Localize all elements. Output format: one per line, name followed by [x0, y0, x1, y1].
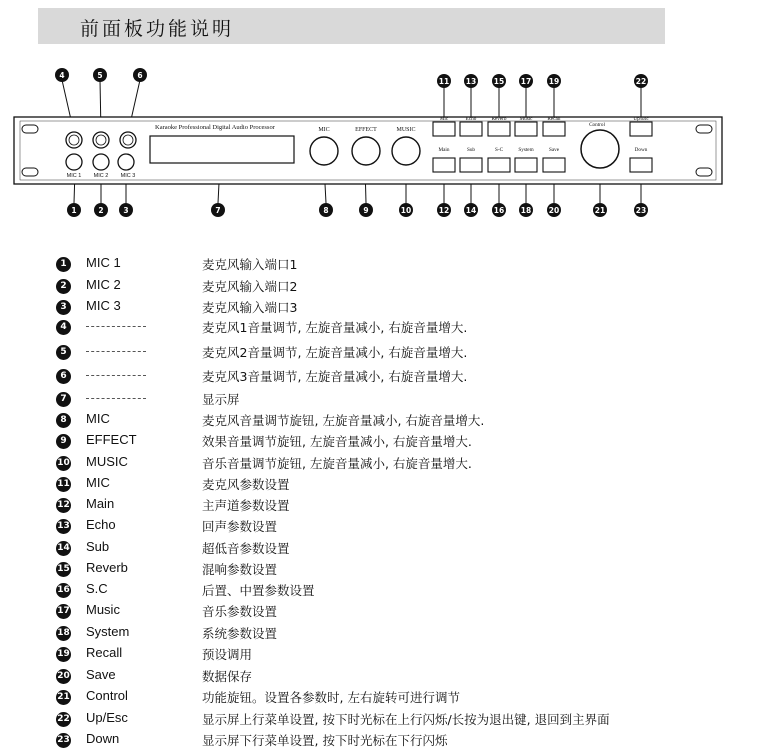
legend-number: 18	[56, 626, 71, 641]
legend-number: 5	[56, 345, 71, 360]
legend-number: 9	[56, 434, 71, 449]
legend-name: Recall	[86, 645, 123, 660]
svg-text:12: 12	[438, 206, 450, 215]
page-title: 前面板功能说明	[80, 18, 235, 40]
brand-label: Karaoke Professional Digital Audio Processor	[155, 124, 275, 131]
legend-row	[56, 389, 240, 409]
legend-number: 7	[56, 392, 71, 407]
sub-button[interactable]	[460, 158, 482, 172]
legend-number: 13	[56, 519, 71, 534]
svg-text:1: 1	[71, 206, 77, 215]
mic2-volume-knob[interactable]	[93, 132, 109, 148]
legend-description: 麦克风音量调节旋钮, 左旋音量减小, 右旋音量增大.	[202, 413, 485, 428]
legend-name: Echo	[86, 517, 116, 532]
legend-description: 麦克风2音量调节, 左旋音量减小, 右旋音量增大.	[202, 345, 468, 360]
mic1-label: MIC 1	[66, 173, 82, 179]
legend-name: MIC 1	[86, 255, 121, 270]
legend-name: Sub	[86, 539, 110, 554]
legend-description: 麦克风输入端口3	[202, 300, 298, 315]
svg-text:13: 13	[465, 77, 477, 86]
legend-number: 23	[56, 733, 71, 748]
legend-name: EFFECT	[86, 432, 137, 447]
legend-description: 显示屏上行菜单设置, 按下时光标在上行闪烁/长按为退出键, 退回到主界面	[202, 712, 610, 727]
legend-dash	[86, 375, 146, 376]
main-button[interactable]	[433, 158, 455, 172]
legend-number: 21	[56, 690, 71, 705]
svg-text:15: 15	[493, 77, 505, 86]
front-panel-diagram	[0, 60, 765, 230]
svg-text:7: 7	[215, 206, 221, 215]
legend-number: 12	[56, 498, 71, 513]
legend-description: 混响参数设置	[202, 562, 278, 577]
mic3-label: MIC 3	[120, 173, 136, 179]
legend-row	[56, 730, 448, 750]
legend-row	[56, 342, 468, 362]
svg-text:16: 16	[493, 206, 505, 215]
svg-text:4: 4	[59, 71, 65, 80]
legend-description: 麦克风参数设置	[202, 477, 290, 492]
music-button[interactable]	[515, 122, 537, 136]
legend-row	[56, 410, 485, 430]
legend-number: 15	[56, 562, 71, 577]
legend-name: Main	[86, 496, 115, 511]
legend-row	[56, 644, 253, 664]
legend-description: 麦克风输入端口1	[202, 257, 298, 272]
svg-text:6: 6	[137, 71, 143, 80]
legend-name: MIC 2	[86, 277, 121, 292]
legend-name: MIC	[86, 411, 110, 426]
legend-dash	[86, 398, 146, 399]
recall-button-label: Recall	[547, 116, 561, 122]
mic3-input-jack[interactable]	[118, 154, 134, 170]
legend-description: 显示屏下行菜单设置, 按下时光标在下行闪烁	[202, 733, 448, 748]
legend-number: 4	[56, 320, 71, 335]
legend-row	[56, 366, 468, 386]
legend-name: MIC 3	[86, 298, 121, 313]
svg-text:8: 8	[323, 206, 329, 215]
legend-description: 后置、中置参数设置	[202, 583, 315, 598]
music-knob-label: MUSIC	[396, 127, 416, 133]
svg-text:14: 14	[465, 206, 477, 215]
echo-button[interactable]	[460, 122, 482, 136]
control-knob[interactable]	[581, 130, 619, 168]
svg-text:9: 9	[363, 206, 369, 215]
legend-row	[56, 495, 290, 515]
mic3-volume-knob[interactable]	[120, 132, 136, 148]
mic-button-label: Mic	[439, 116, 449, 122]
legend-description: 主声道参数设置	[202, 498, 290, 513]
legend-row	[56, 254, 298, 274]
legend-number: 6	[56, 369, 71, 384]
legend-name: Save	[86, 667, 116, 682]
legend-row	[56, 580, 315, 600]
svg-text:18: 18	[520, 206, 532, 215]
svg-text:19: 19	[548, 77, 560, 86]
svg-text:20: 20	[548, 206, 560, 215]
legend-description: 超低音参数设置	[202, 541, 290, 556]
svg-text:11: 11	[438, 77, 450, 86]
legend-description: 显示屏	[202, 392, 240, 407]
save-button[interactable]	[543, 158, 565, 172]
svg-text:17: 17	[520, 77, 532, 86]
mic2-input-jack[interactable]	[93, 154, 109, 170]
legend-description: 音乐音量调节旋钮, 左旋音量减小, 右旋音量增大.	[202, 456, 472, 471]
svg-text:21: 21	[594, 206, 606, 215]
legend-description: 麦克风1音量调节, 左旋音量减小, 右旋音量增大.	[202, 320, 468, 335]
legend-name: Up/Esc	[86, 710, 128, 725]
legend-dash	[86, 351, 146, 352]
mic1-input-jack[interactable]	[66, 154, 82, 170]
svg-text:10: 10	[400, 206, 412, 215]
legend-name: Down	[86, 731, 120, 746]
legend-row	[56, 709, 610, 729]
legend-number: 19	[56, 647, 71, 662]
legend-number: 22	[56, 712, 71, 727]
legend-number: 17	[56, 604, 71, 619]
svg-text:5: 5	[97, 71, 103, 80]
legend-number: 2	[56, 279, 71, 294]
mic-knob-label: MIC	[318, 127, 330, 133]
legend-description: 功能旋钮。设置各参数时, 左右旋转可进行调节	[202, 690, 460, 705]
display-screen	[150, 136, 294, 163]
legend-description: 系统参数设置	[202, 626, 278, 641]
legend-row	[56, 297, 298, 317]
legend-description: 回声参数设置	[202, 519, 278, 534]
legend-row	[56, 559, 278, 579]
music-volume-knob[interactable]	[392, 137, 420, 165]
legend-description: 麦克风输入端口2	[202, 279, 298, 294]
mic1-volume-knob[interactable]	[66, 132, 82, 148]
sc-button-label: S-C	[494, 147, 504, 153]
legend-row	[56, 516, 278, 536]
sc-button[interactable]	[488, 158, 510, 172]
legend-number: 16	[56, 583, 71, 598]
system-button-label: System	[518, 147, 534, 153]
mic-volume-knob[interactable]	[310, 137, 338, 165]
svg-text:2: 2	[98, 206, 104, 215]
control-knob-label: Control	[589, 122, 605, 128]
music-button-label: Music	[519, 116, 533, 122]
legend-description: 音乐参数设置	[202, 604, 278, 619]
up-esc-label: Up/Esc	[633, 116, 649, 122]
legend-row	[56, 474, 290, 494]
legend-description: 预设调用	[202, 647, 253, 662]
recall-button[interactable]	[543, 122, 565, 136]
reverb-button-label: Reverb	[491, 116, 507, 122]
legend-row	[56, 431, 472, 451]
legend-number: 11	[56, 477, 71, 492]
effect-volume-knob[interactable]	[352, 137, 380, 165]
legend-row	[56, 453, 472, 473]
legend-name: System	[86, 624, 130, 639]
legend-row	[56, 276, 298, 296]
svg-text:22: 22	[635, 77, 647, 86]
up-esc-button[interactable]	[630, 122, 652, 136]
legend-name: S.C	[86, 581, 108, 596]
legend-name: MIC	[86, 475, 110, 490]
legend-row	[56, 317, 468, 337]
legend-name: MUSIC	[86, 454, 128, 469]
save-button-label: Save	[548, 147, 560, 153]
down-button[interactable]	[630, 158, 652, 172]
title-bar	[38, 8, 665, 44]
legend-name: Reverb	[86, 560, 128, 575]
mic-button[interactable]	[433, 122, 455, 136]
legend-number: 3	[56, 300, 71, 315]
sub-button-label: Sub	[466, 147, 476, 153]
legend-dash	[86, 326, 146, 327]
legend-row	[56, 666, 253, 686]
svg-text:3: 3	[123, 206, 129, 215]
legend-number: 10	[56, 456, 71, 471]
down-label: Down	[634, 147, 648, 153]
legend-number: 8	[56, 413, 71, 428]
legend-name: Control	[86, 688, 128, 703]
main-button-label: Main	[438, 147, 450, 153]
echo-button-label: Echo	[465, 116, 477, 122]
legend-description: 麦克风3音量调节, 左旋音量减小, 右旋音量增大.	[202, 369, 468, 384]
mic2-label: MIC 2	[93, 173, 109, 179]
legend-row	[56, 601, 278, 621]
legend-row	[56, 687, 460, 707]
legend-number: 14	[56, 541, 71, 556]
legend-description: 效果音量调节旋钮, 左旋音量减小, 右旋音量增大.	[202, 434, 472, 449]
svg-text:23: 23	[635, 206, 647, 215]
system-button[interactable]	[515, 158, 537, 172]
legend-number: 1	[56, 257, 71, 272]
legend-row	[56, 538, 290, 558]
effect-knob-label: EFFECT	[355, 127, 377, 133]
legend-row	[56, 623, 278, 643]
reverb-button[interactable]	[488, 122, 510, 136]
legend-name: Music	[86, 602, 120, 617]
legend-number: 20	[56, 669, 71, 684]
legend-description: 数据保存	[202, 669, 253, 684]
